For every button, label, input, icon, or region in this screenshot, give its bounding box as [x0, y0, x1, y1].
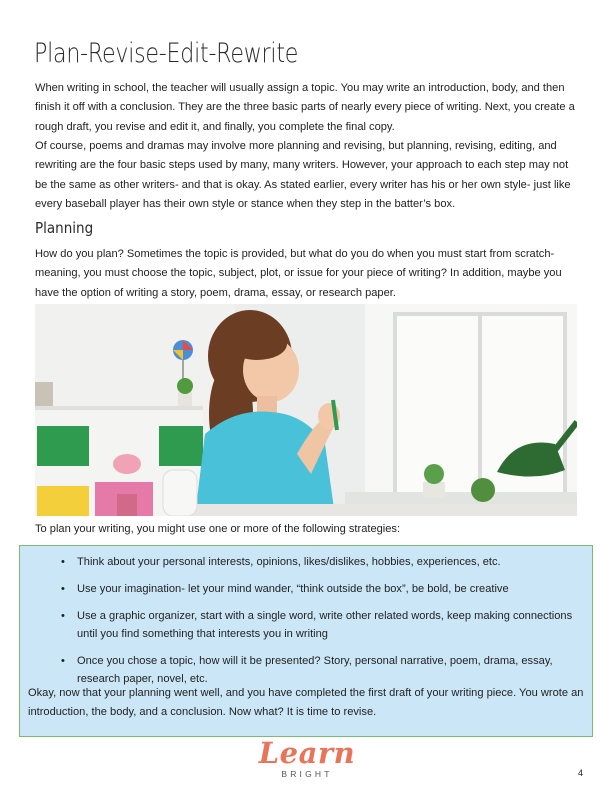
learn-bright-logo	[252, 737, 362, 783]
planning-heading: Planning	[35, 219, 94, 237]
intro-paragraph-1: When writing in school, the teacher will usually assign a topic. You may write an introduction, body, and then finish it off with a conclusion. They are the three basic parts of nearly every piece of writing. Next, you create a rough draft, you revise and edit it, and finally, you complete the final copy.	[35, 82, 575, 133]
strategy-text: Use your imagination- let your mind wander, “think outside the box”, be bold, be creative	[77, 583, 509, 595]
bullet-icon: •	[61, 583, 65, 595]
strategy-text: Once you chose a topic, how will it be presented? Story, personal narrative, poem, drama, essay, research paper, novel, etc.	[77, 655, 553, 685]
page-title: Plan-Revise-Edit-Rewrite	[34, 38, 299, 69]
strategies-box	[19, 545, 593, 737]
strategy-item	[20, 607, 580, 643]
logo-script-text: Learn	[258, 736, 356, 770]
strategy-item	[20, 553, 580, 571]
strategy-item	[20, 580, 580, 598]
girl-thinking-photo	[35, 304, 577, 516]
logo-sub-text: BRIGHT	[281, 769, 333, 779]
strategies-intro: To plan your writing, you might use one or more of the following strategies:	[35, 523, 401, 535]
bullet-icon: •	[61, 556, 65, 568]
strategy-text: Think about your personal interests, opinions, likes/dislikes, hobbies, experiences, etc.	[77, 556, 501, 568]
bullet-icon: •	[61, 610, 65, 622]
strategy-item	[20, 652, 580, 688]
intro-paragraph-2: Of course, poems and dramas may involve more planning and revising, but planning, revising, editing, and rewriting are the four basic steps used by many, many writers. However, your approach to each step may not be the same as other writers- and that is okay. As stated earlier, every writer has his or her own style- just like every baseball player has their own style or stance when they step in the batter’s box.	[35, 140, 571, 211]
strategies-list	[20, 553, 592, 688]
strategy-text: Use a graphic organizer, start with a single word, write other related words, keep making connections until you find something that interests you in writing	[77, 610, 573, 640]
planning-paragraph: How do you plan? Sometimes the topic is provided, but what do you do when you must start from scratch- meaning, you must choose the topic, subject, plot, or issue for your piece of writing? In addition, maybe you have the option of writing a story, poem, drama, essay, or research paper.	[35, 248, 562, 299]
page-number: 4	[578, 768, 584, 778]
closing-paragraph: Okay, now that your planning went well, and you have completed the first draft of your writing piece. You wrote an introduction, the body, and a conclusion. Now what? It is time to revise.	[28, 687, 584, 718]
bullet-icon: •	[61, 655, 65, 667]
